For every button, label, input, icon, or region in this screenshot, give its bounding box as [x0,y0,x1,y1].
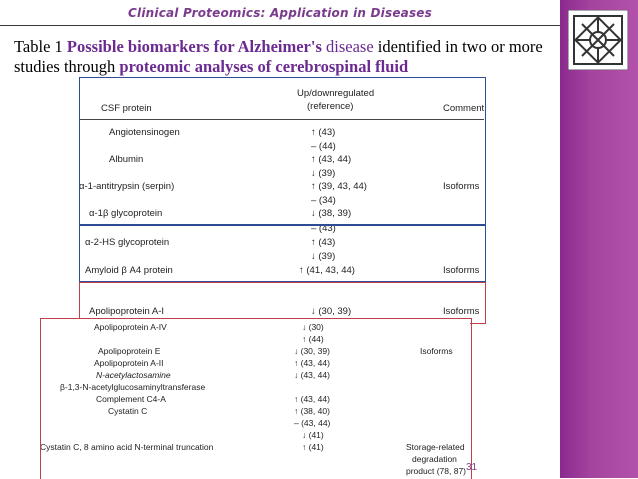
caption-prefix: Table 1 [14,37,67,56]
table-row-protein: Apolipoprotein E [98,346,161,356]
table-row-protein: α-1β glycoprotein [89,208,163,219]
table-row-regulation: ↑ (44) [302,334,324,344]
table-row-regulation: ↑ (41) [302,442,324,452]
table-row-comment: product (78, 87) [406,466,467,476]
table-row-protein: α-1-antitrypsin (serpin) [79,181,175,192]
table-row-protein: Angiotensinogen [109,127,180,138]
table-row-regulation: ↓ (39) [311,168,336,179]
table-row-regulation: ↑ (41, 43, 44) [299,265,355,276]
header-divider [0,25,560,26]
table-row-comment: degradation [412,454,457,464]
table-row-comment: Isoforms [420,346,453,356]
table-row-regulation: ↓ (43, 44) [294,370,330,380]
table-row-regulation: ↑ (43) [311,237,336,248]
table-row-regulation: ↓ (30, 39) [311,306,352,317]
table-row-comment: Isoforms [443,306,480,317]
header-csf-protein: CSF protein [101,103,152,114]
table-row-regulation: ↑ (38, 40) [294,406,330,416]
table-row-regulation: ↑ (43, 44) [294,394,330,404]
header-regulation-line1: Up/downregulated [297,88,375,99]
table-row-regulation: – (34) [311,195,336,206]
university-logo-icon [568,10,628,70]
table-row-protein: Apolipoprotein A-IV [94,322,167,332]
table-row-regulation: – (43, 44) [294,418,331,428]
table-row-regulation: ↓ (39) [311,251,336,262]
table-row-comment: Isoforms [443,181,480,192]
table-row-regulation: ↓ (30, 39) [294,346,330,356]
highlight-box-blue [79,77,486,225]
caption-highlight-alzheimers: Possible biomarkers for Alzheimer's [66,37,322,56]
decorative-side-band [560,0,638,478]
header-comment: Comment [443,103,485,114]
table-row-regulation: ↓ (30) [302,322,324,332]
caption-highlight-disease: disease [326,37,374,56]
table-row-regulation: ↑ (43, 44) [294,358,330,368]
table-row-protein: Complement C4-A [96,394,166,404]
table-row-protein: N-acetylactosamine [96,370,171,380]
table-row-protein: Cystatin C [108,406,148,416]
table-row-regulation: ↓ (38, 39) [311,208,352,219]
table-row-regulation: – (44) [311,141,336,152]
table-row-comment: Storage-related [406,442,465,452]
highlight-box-red [40,318,472,479]
header-regulation-line2: (reference) [307,101,354,112]
table-caption [14,37,556,77]
table-row-protein: β-1,3-N-acetylglucosaminyltransferase [60,382,206,392]
highlight-box-blue [79,225,486,282]
slide-title: Clinical Proteomics: Application in Diseases [128,6,432,20]
table-row-protein: Apolipoprotein A-I [89,306,164,317]
caption-middle: identified in two or more studies through [14,37,543,76]
table-row-comment: Isoforms [443,265,480,276]
table-row-protein: Amyloid β A4 protein [85,265,173,276]
slide-number: 31 [466,462,478,473]
table-row-regulation: – (43) [311,223,336,234]
table-row-regulation: ↑ (39, 43, 44) [311,181,367,192]
caption-highlight-proteomics: proteomic analyses of cerebrospinal fluid [119,57,409,76]
table-row-protein: Albumin [109,154,144,165]
table-row-regulation: ↑ (43, 44) [311,154,352,165]
table-row-regulation: ↑ (43) [311,127,336,138]
table-row-protein: Apolipoprotein A-II [94,358,164,368]
table-row-protein: Cystatin C, 8 amino acid N-terminal truncation [40,442,214,452]
table-row-protein: α-2-HS glycoprotein [85,237,170,248]
table-row-regulation: ↓ (41) [302,430,324,440]
